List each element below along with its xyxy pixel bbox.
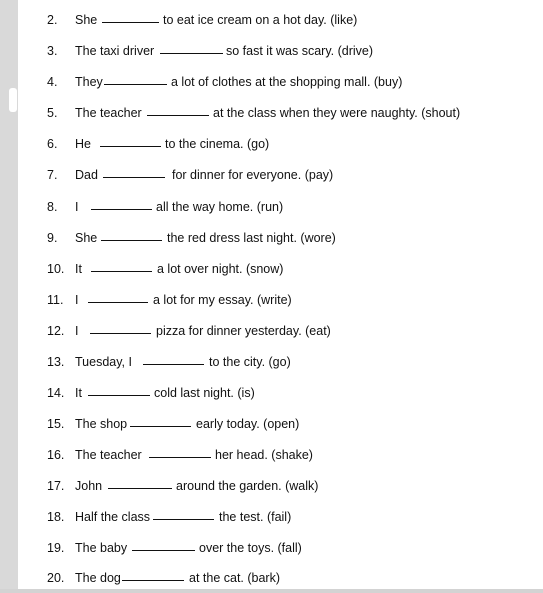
item-rest: to eat ice cream on a hot day. (like) <box>163 13 358 27</box>
item-stem: She <box>75 231 98 245</box>
answer-blank[interactable] <box>149 445 211 458</box>
item-number: 3. <box>47 44 58 58</box>
answer-blank[interactable] <box>91 197 152 210</box>
item-rest: all the way home. (run) <box>156 200 284 214</box>
item-rest: cold last night. (is) <box>154 386 255 400</box>
item-number: 19. <box>47 541 65 555</box>
item-rest: around the garden. (walk) <box>176 479 319 493</box>
item-rest: pizza for dinner yesterday. (eat) <box>156 324 331 338</box>
item-stem: Tuesday, I <box>75 355 132 369</box>
item-stem: The taxi driver <box>75 44 155 58</box>
item-number: 7. <box>47 168 58 182</box>
item-rest: the red dress last night. (wore) <box>167 231 336 245</box>
answer-blank[interactable] <box>91 259 152 272</box>
item-stem: I <box>75 293 79 307</box>
item-number: 14. <box>47 386 65 400</box>
item-rest: a lot over night. (snow) <box>157 262 284 276</box>
item-number: 11. <box>47 293 64 307</box>
item-stem: It <box>75 262 82 276</box>
answer-blank[interactable] <box>130 414 191 427</box>
item-number: 10. <box>47 262 65 276</box>
answer-blank[interactable] <box>103 165 165 178</box>
item-rest: at the cat. (bark) <box>189 571 281 585</box>
item-number: 9. <box>47 231 58 245</box>
item-stem: The baby <box>75 541 128 555</box>
answer-blank[interactable] <box>122 568 184 581</box>
answer-blank[interactable] <box>90 321 151 334</box>
item-stem: The shop <box>75 417 128 431</box>
item-stem: I <box>75 324 79 338</box>
item-stem: The dog <box>75 571 121 585</box>
item-rest: for dinner for everyone. (pay) <box>172 168 334 182</box>
item-rest: over the toys. (fall) <box>199 541 302 555</box>
item-rest: to the cinema. (go) <box>165 137 270 151</box>
answer-blank[interactable] <box>132 538 195 551</box>
answer-blank[interactable] <box>88 383 150 396</box>
item-rest: a lot for my essay. (write) <box>153 293 292 307</box>
item-rest: early today. (open) <box>196 417 300 431</box>
item-stem: They <box>75 75 103 89</box>
answer-blank[interactable] <box>153 507 214 520</box>
item-rest: her head. (shake) <box>215 448 313 462</box>
item-stem: Half the class <box>75 510 151 524</box>
answer-blank[interactable] <box>108 476 172 489</box>
item-rest: a lot of clothes at the shopping mall. (buy) <box>171 75 403 89</box>
item-stem: Dad <box>75 168 98 182</box>
item-stem: He <box>75 137 91 151</box>
item-number: 5. <box>47 106 58 120</box>
item-stem: She <box>75 13 98 27</box>
answer-blank[interactable] <box>102 10 159 23</box>
answer-blank[interactable] <box>100 134 161 147</box>
item-number: 18. <box>47 510 65 524</box>
item-rest: the test. (fail) <box>219 510 292 524</box>
answer-blank[interactable] <box>147 103 209 116</box>
item-number: 15. <box>47 417 65 431</box>
answer-blank[interactable] <box>88 290 148 303</box>
answer-blank[interactable] <box>104 72 167 85</box>
item-rest: at the class when they were naughty. (shout) <box>213 106 461 120</box>
item-number: 4. <box>47 75 58 89</box>
item-number: 16. <box>47 448 65 462</box>
item-rest: so fast it was scary. (drive) <box>226 44 374 58</box>
item-number: 13. <box>47 355 65 369</box>
item-stem: John <box>75 479 103 493</box>
item-stem: The teacher <box>75 448 142 462</box>
item-stem: I <box>75 200 79 214</box>
item-number: 17. <box>47 479 65 493</box>
item-number: 2. <box>47 13 58 27</box>
answer-blank[interactable] <box>160 41 223 54</box>
item-rest: to the city. (go) <box>209 355 291 369</box>
item-stem: The teacher <box>75 106 142 120</box>
item-number: 12. <box>47 324 65 338</box>
item-number: 8. <box>47 200 58 214</box>
answer-blank[interactable] <box>101 228 162 241</box>
item-number: 20. <box>47 571 65 585</box>
answer-blank[interactable] <box>143 352 204 365</box>
item-stem: It <box>75 386 82 400</box>
item-number: 6. <box>47 137 58 151</box>
